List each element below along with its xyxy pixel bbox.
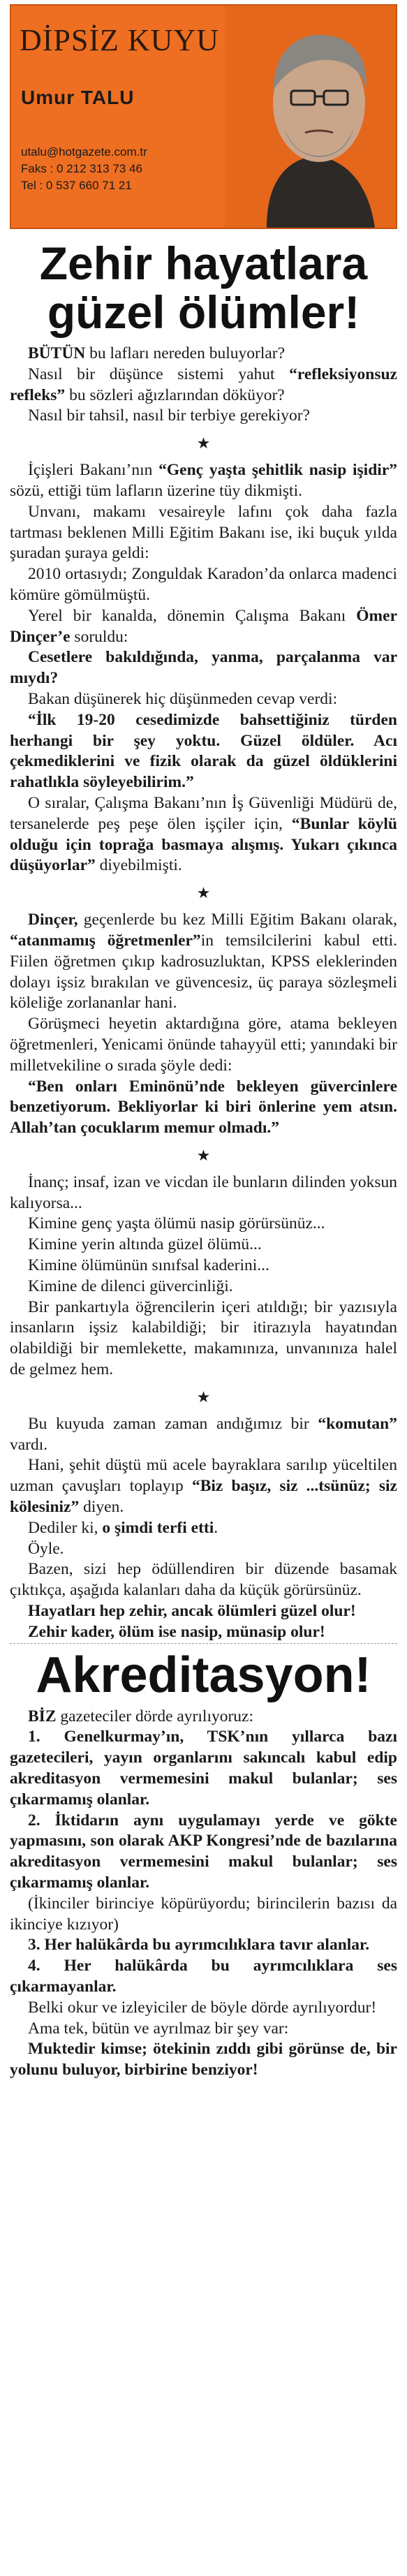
- paragraph: Nasıl bir tahsil, nasıl bir terbiye gerekiyor?: [28, 406, 310, 425]
- bold-line: 1. Genelkurmay’ın, TSK’nın yıllarca bazı gazetecileri, yayın organlarını sakıncalı kabul edip akreditasyon vermemesini makul bulanlar; ses çıkarmamış olanlar.: [10, 1728, 397, 1809]
- author-photo: [225, 6, 396, 228]
- article-page: [10, 4, 397, 2081]
- paragraph: Yerel bir kanalda, dönemin Çalışma Bakanı Ömer Dinçer’e soruldu:: [10, 606, 397, 646]
- paragraph: [10, 1601, 397, 1622]
- paragraph: Kimine genç yaşta ölümü nasip görürsünüz...: [28, 1214, 325, 1233]
- paragraph: [10, 1811, 397, 1894]
- star-separator: ★: [196, 1388, 211, 1406]
- paragraph: İnanç; insaf, izan ve vicdan ile bunların dilinden yoksun kalıyorsa...: [10, 1172, 397, 1212]
- paragraph: Öyle.: [28, 1539, 64, 1558]
- paragraph: Dediler ki, o şimdi terfi etti.: [28, 1518, 219, 1537]
- paragraph: Kimine ölümünün sınıfsal kaderini...: [28, 1256, 269, 1275]
- bold-line: Muktedir kimse; ötekinin zıddı gibi görünse de, bir yolunu buluyor, birbirine benziyor!: [10, 2040, 397, 2080]
- paragraph: Bazen, sizi hep ödüllendiren bir düzende basamak çıktıkça, aşağıda kalanları daha da küçük görürsünüz.: [10, 1560, 397, 1600]
- bold-line: Hayatları hep zehir, ancak ölümleri güzel olur!: [28, 1602, 356, 1621]
- paragraph: Nasıl bir düşünce sistemi yahut “refleksiyonsuz refleks” bu sözleri ağızlarından döküyor?: [10, 365, 397, 404]
- author-email[interactable]: utalu@hotgazete.com.tr: [21, 145, 147, 159]
- paragraph: Bakan düşünerek hiç düşünmeden cevap verdi:: [28, 689, 338, 708]
- paragraph: Kimine yerin altında güzel ölümü...: [28, 1235, 262, 1254]
- author-fax: Faks : 0 212 313 73 46: [21, 162, 142, 175]
- article-body: [10, 344, 397, 1643]
- star-separator: ★: [196, 1146, 211, 1164]
- paragraph: 2010 ortasıydı; Zonguldak Karadon’da onlarca madenci kömüre gömülmüştü.: [10, 565, 397, 604]
- paragraph: [10, 1956, 397, 1998]
- paragraph: [10, 2039, 397, 2081]
- paragraph: (İkinciler birinciye köpürüyordu; birincilerin bazısı da ikinciye kızıyor): [10, 1894, 397, 1934]
- star-separator: ★: [196, 884, 211, 902]
- column-header: [10, 4, 397, 229]
- paragraph: “Ben onları Eminönü’nde bekleyen güvercinlere benzetiyorum. Bekliyorlar ki biri önlerine yem atsın. Allah’tan çocuklarım memur olmadı.”: [10, 1077, 397, 1138]
- column-title: DİPSİZ KUYU: [20, 23, 219, 57]
- paragraph: “İlk 19-20 cesedimizde bahsettiğiniz türden herhangi bir şey yoktu. Güzel öldüler. Acı çekmediklerini ve fizik olarak da güzel öldüklerini rahatlıkla söyleyebilirim.”: [10, 710, 397, 792]
- paragraph: Bir pankartıyla öğrencilerin içeri atıldığı; bir yazısıyla insanların işsiz kalabildiği; bir itirazıyla hayatından olabildiği bir memlekette, makamınıza, unvanınıza halel de gelmez hem.: [10, 1297, 397, 1379]
- paragraph: Görüşmeci heyetin aktardığına göre, atama bekleyen öğretmenleri, Yenicami önünde tahayyül etti; yanındaki bir milletvekiline o sırada şöyle dedi:: [10, 1015, 397, 1075]
- paragraph: BÜTÜN bu lafları nereden buluyorlar?: [28, 344, 286, 362]
- paragraph: Bu kuyuda zaman zaman andığımız bir “komutan” vardı.: [10, 1414, 397, 1454]
- paragraph: Ama tek, bütün ve ayrılmaz bir şey var:: [28, 2019, 289, 2038]
- bold-line: 4. Her halükârda bu ayrımcılıklara ses çıkarmayanlar.: [10, 1957, 397, 1996]
- paragraph: [10, 1727, 397, 1810]
- author-name: Umur TALU: [21, 87, 135, 108]
- paragraph: O sıralar, Çalışma Bakanı’nın İş Güvenliği Müdürü de, tersanelerde peş peşe ölen işçiler için, “Bunlar köylü olduğu için toprağa basmaya alışmış. Yukarı çıkınca düşüyorlar” diyebilmişti.: [10, 793, 397, 875]
- paragraph: [10, 1935, 397, 1956]
- headline: Zehir hayatlara güzel ölümler!: [39, 237, 368, 338]
- bold-line: 2. İktidarın aynı uygulamayı yerde ve gökte yapmasını, son olarak AKP Kongresi’nde de bazılarına akreditasyon vermemesini makul bulanlar; ses çıkarmamış olanlar.: [10, 1811, 397, 1892]
- paragraph: Unvanı, makamı vesaireyle lafını çok daha fazla tartması beklenen Milli Eğitim Bakanı ise, iki buçuk yılda şuradan şuraya geldi:: [10, 502, 397, 563]
- bold-line: 3. Her halükârda bu ayrımcılıklara tavır alanlar.: [28, 1936, 370, 1955]
- paragraph: Dinçer, geçenlerde bu kez Milli Eğitim Bakanı olarak, “atanmamış öğretmenler”in temsilcilerini kabul etti. Fiilen öğretmen çıkıp kadrosuzluktan, KPSS eleklerinden dolayı işsiz bırakılan ve güvencesiz, üç paraya sözleşmeli köleliğe zorlananlar hani.: [10, 911, 397, 1013]
- headline-2: Akreditasyon!: [36, 1647, 371, 1703]
- paragraph: Hani, şehit düştü mü acele bayraklara sarılıp yüceltilen uzman çavuşları toplayıp “Biz başız, siz ...tsünüz; siz kölesiniz” diyen.: [10, 1456, 397, 1517]
- bold-line: Zehir kader, ölüm ise nasip, münasip olur!: [28, 1622, 325, 1641]
- paragraph: Kimine de dilenci güvercinliği.: [28, 1276, 233, 1295]
- paragraph: Cesetlere bakıldığında, yanma, parçalanma var mıydı?: [10, 648, 397, 688]
- author-tel: Tel : 0 537 660 71 21: [21, 179, 132, 192]
- author-contact: [21, 144, 147, 194]
- star-separator: ★: [196, 434, 211, 452]
- paragraph: BİZ gazeteciler dörde ayrılıyoruz:: [28, 1707, 254, 1725]
- divider: [10, 1643, 397, 1644]
- paragraph: Belki okur ve izleyiciler de böyle dörde ayrılıyordur!: [28, 1998, 377, 2017]
- article-body-2: [10, 1707, 397, 2081]
- paragraph: İçişleri Bakanı’nın “Genç yaşta şehitlik nasip işidir” sözü, ettiği tüm lafların üzerine tüy dikmişti.: [10, 461, 397, 500]
- paragraph: [10, 1622, 397, 1643]
